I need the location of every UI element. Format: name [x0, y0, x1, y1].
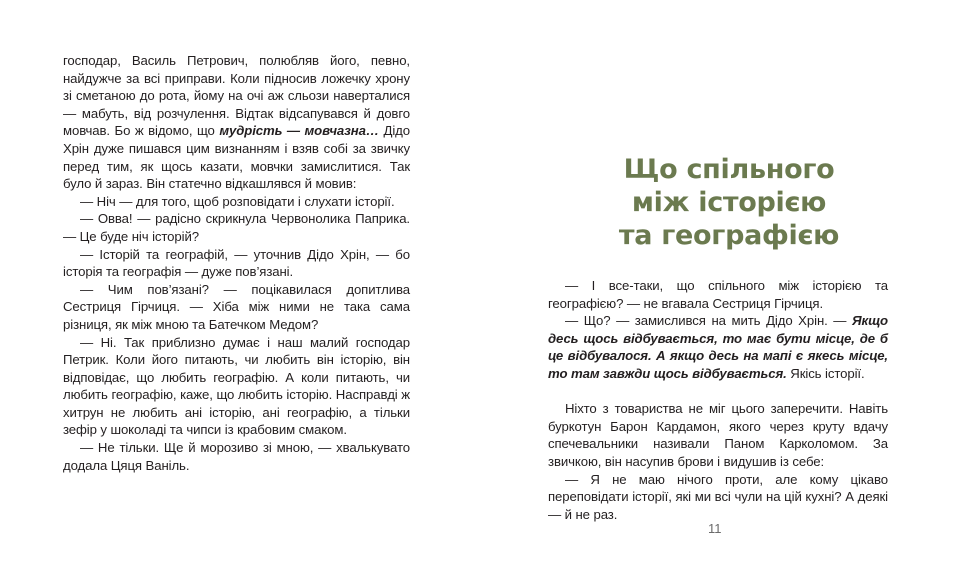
chapter-title-line-1: Що спільного — [623, 154, 835, 185]
text-run: — Овва! — радісно скрикнула Червонолика Паприка. — Це буде ніч історій? — [63, 211, 410, 244]
left-page-text — [63, 52, 410, 474]
paragraph — [63, 439, 410, 474]
paragraph — [548, 400, 888, 470]
paragraph — [63, 193, 410, 211]
right-page — [479, 0, 958, 561]
text-run: — Що? — замислився на мить Дідо Хрін. — — [565, 313, 853, 329]
page-number: 11 — [708, 521, 722, 536]
text-run: господар, Василь Петрович, полюбляв його, певно, найдужче за всі приправи. Коли підносив ложечку хрону зі сметаною до рота, йому на очі аж сльози наверталися — мабуть, від розчулення. Відтак відсапувався й довго мовчав. Бо ж відомо, що — [63, 53, 410, 139]
text-run: — І все-таки, що спільного між історією та географією? — не вгавала Сестриця Гірчиця. — [548, 278, 888, 311]
text-run: — Історій та географій, — уточнив Дідо Хрін, — бо історія та географія — дуже пов’язані. — [63, 246, 410, 280]
paragraph — [548, 277, 888, 312]
text-run: — Не тільки. Ще й морозиво зі мною, — хвалькувато додала Цяця Ваніль. — [63, 440, 410, 473]
text-run: Дідо Хрін дуже пишався цим визнанням і взяв собі за звичку перед тим, як щось казати, мовчки замислитися. Так було й зараз. Він статечно відкашлявся й мовив: — [63, 123, 410, 192]
paragraph — [63, 281, 410, 334]
text-run: — Ніч — для того, щоб розповідати і слухати історії. — [80, 193, 395, 209]
chapter-title-line-2: між історією — [631, 187, 827, 218]
text-run: — Чим пов’язані? — поцікавилася допитлива Сестриця Гірчиця. — Хіба між ними не така сама різниця, як між мною та Батечком Медом? — [63, 281, 410, 332]
paragraph — [548, 312, 888, 382]
chapter-title-line-3: та географією — [618, 220, 840, 251]
paragraph-spacer — [548, 383, 888, 401]
right-page-text — [548, 277, 888, 523]
text-run: — Я не маю нічого проти, але кому цікаво переповідати історії, які ми всі чули на цій кухні? А деякі — й не раз. — [548, 471, 888, 522]
paragraph — [63, 246, 410, 281]
paragraph — [63, 334, 410, 440]
chapter-title — [579, 153, 879, 252]
emphasis-text: мудрість — мовчазна… — [219, 123, 379, 139]
text-run: — Ні. Так приблизно думає і наш малий господар Петрик. Коли його питають, чи любить він історію, він відповідає, що любить географію. А коли питають, чи любить географію, каже, що любить історію. Насправді ж хитрун не любить ані історію, ані географію, а тільки зефір у шоколаді та чипси із крабовим смаком. — [63, 334, 410, 438]
paragraph — [548, 471, 888, 524]
text-run: Ніхто з товариства не міг цього заперечити. Навіть буркотун Барон Кардамон, якого через круту вдачу спечевальники називали Паном Карколомом. За звичкою, він насупив брови і видушив із себе: — [548, 401, 888, 469]
paragraph — [63, 210, 410, 245]
text-run: Якісь історії. — [786, 365, 865, 381]
paragraph — [63, 52, 410, 193]
emphasis-text: Якщо десь щось відбувається, то має бути місце, де б це відбувалося. А якщо десь на мапі є якесь місце, то там завжди щось відбувається. — [548, 313, 888, 381]
